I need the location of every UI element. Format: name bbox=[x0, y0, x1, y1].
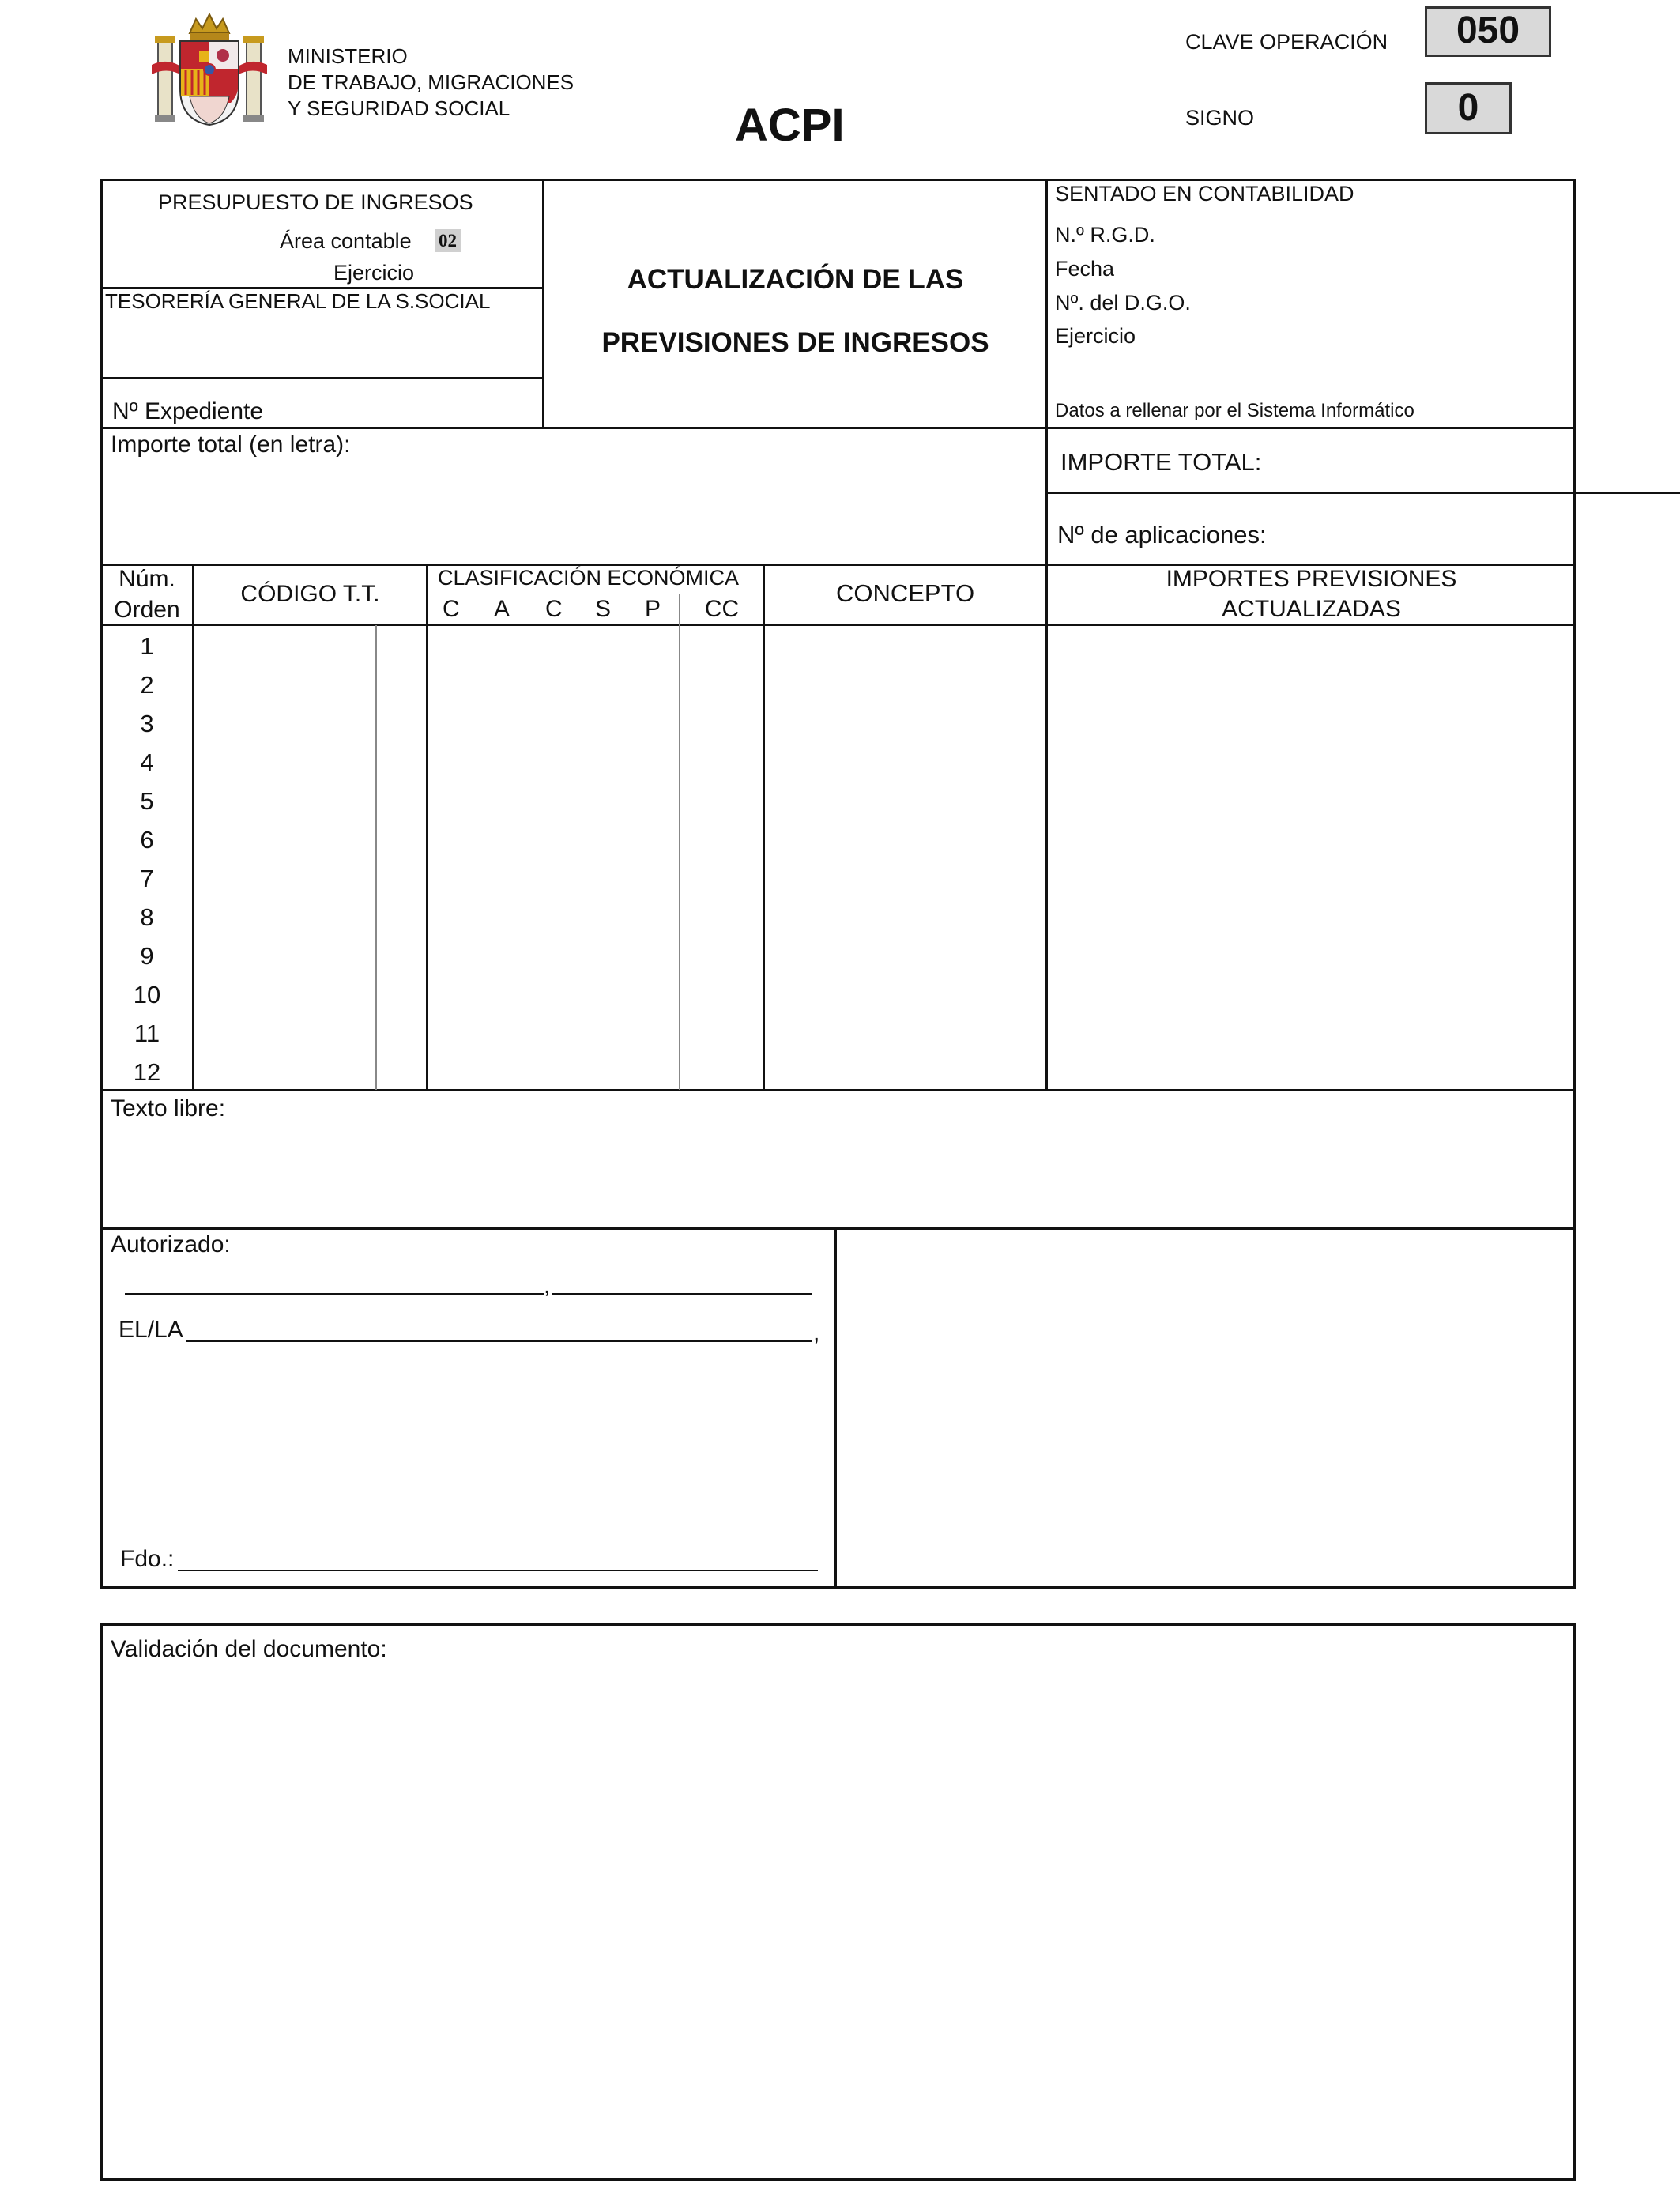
contabilidad-field-rgd: N.º R.G.D. bbox=[1055, 223, 1155, 247]
table-col-divider-3 bbox=[763, 564, 765, 1090]
row-number-11: 11 bbox=[134, 1020, 160, 1047]
row-number-9: 9 bbox=[140, 942, 154, 970]
signo-box bbox=[1425, 82, 1512, 134]
table-col-divider-2 bbox=[426, 564, 428, 1090]
sentado-contabilidad-heading: SENTADO EN CONTABILIDAD bbox=[1055, 182, 1354, 205]
importe-letra-label: Importe total (en letra): bbox=[111, 432, 351, 458]
row-number-2: 2 bbox=[140, 671, 154, 699]
row-number-12: 12 bbox=[133, 1058, 161, 1086]
clasif-subcol-p: P bbox=[645, 596, 661, 622]
col-header-importes-line-2: ACTUALIZADAS bbox=[1222, 596, 1401, 622]
contabilidad-field-ejercicio: Ejercicio bbox=[1055, 324, 1136, 348]
divider-v-left-top bbox=[542, 180, 544, 428]
row-number-3: 3 bbox=[140, 710, 154, 737]
fdo-label: Fdo.: bbox=[120, 1546, 175, 1572]
ministry-line-3: Y SEGURIDAD SOCIAL bbox=[288, 96, 510, 120]
clasif-subcol-c2: C bbox=[545, 596, 563, 622]
ejercicio-label: Ejercicio bbox=[333, 261, 415, 285]
el-la-line bbox=[186, 1340, 812, 1342]
col-header-clasificacion: CLASIFICACIÓN ECONÓMICA bbox=[438, 566, 740, 590]
divider-v-right-top bbox=[1045, 180, 1048, 564]
contabilidad-field-dgo: Nº. del D.G.O. bbox=[1055, 291, 1191, 315]
col-header-num-line-2: Orden bbox=[114, 597, 180, 623]
clave-operacion-label: CLAVE OPERACIÓN bbox=[1185, 30, 1388, 54]
col-header-concepto: CONCEPTO bbox=[835, 579, 975, 607]
autorizado-label: Autorizado: bbox=[111, 1231, 231, 1257]
sistema-informatico-note: Datos a rellenar por el Sistema Informático bbox=[1055, 400, 1414, 421]
validacion-frame bbox=[100, 1623, 1576, 2181]
texto-libre-label: Texto libre: bbox=[111, 1095, 226, 1122]
autorizado-comma: , bbox=[544, 1272, 551, 1299]
divider-h-table-header bbox=[102, 624, 1575, 626]
col-header-codigo: CÓDIGO T.T. bbox=[240, 581, 380, 607]
el-la-label: EL/LA bbox=[119, 1317, 183, 1343]
coat-of-arms-logo bbox=[152, 9, 267, 130]
contabilidad-field-fecha: Fecha bbox=[1055, 257, 1115, 281]
el-la-comma: , bbox=[813, 1320, 820, 1346]
clasif-subcol-c1: C bbox=[443, 596, 460, 622]
divider-h-texto-libre bbox=[102, 1227, 1575, 1230]
row-number-1: 1 bbox=[140, 632, 154, 660]
document-title-line-1: ACTUALIZACIÓN DE LAS bbox=[627, 264, 964, 295]
row-number-8: 8 bbox=[140, 903, 154, 931]
row-number-4: 4 bbox=[140, 748, 154, 776]
divider-h-tesoreria bbox=[102, 377, 543, 379]
table-col-subdivider-cc bbox=[679, 594, 680, 1090]
signo-value: 0 bbox=[1457, 87, 1479, 129]
expediente-label: Nº Expediente bbox=[112, 398, 264, 424]
clave-operacion-value: 050 bbox=[1456, 9, 1520, 51]
table-col-divider-1 bbox=[192, 564, 194, 1090]
divider-v-autorizado bbox=[834, 1228, 837, 1588]
ministry-line-2: DE TRABAJO, MIGRACIONES bbox=[288, 70, 574, 94]
divider-h-top-section bbox=[102, 427, 1575, 429]
area-contable-label: Área contable bbox=[280, 229, 412, 253]
form-code: ACPI bbox=[735, 100, 845, 151]
row-number-7: 7 bbox=[140, 865, 154, 892]
ministry-line-1: MINISTERIO bbox=[288, 44, 408, 68]
row-number-6: 6 bbox=[140, 826, 154, 854]
aplicaciones-label: Nº de aplicaciones: bbox=[1057, 521, 1267, 548]
col-header-importes-line-1: IMPORTES PREVISIONES bbox=[1166, 566, 1457, 592]
col-header-num-line-1: Núm. bbox=[119, 566, 175, 592]
signo-label: SIGNO bbox=[1185, 106, 1255, 130]
tesoreria-label: TESORERÍA GENERAL DE LA S.SOCIAL bbox=[105, 289, 491, 313]
importe-total-label: IMPORTE TOTAL: bbox=[1060, 448, 1262, 476]
clasif-subcol-s: S bbox=[595, 596, 612, 622]
row-number-5: 5 bbox=[140, 787, 154, 815]
document-title-line-2: PREVISIONES DE INGRESOS bbox=[601, 327, 989, 358]
presupuesto-ingresos-label: PRESUPUESTO DE INGRESOS bbox=[158, 190, 473, 214]
clasif-subcol-a: A bbox=[494, 596, 510, 622]
row-number-10: 10 bbox=[133, 981, 161, 1008]
clasif-subcol-cc: CC bbox=[704, 596, 740, 622]
table-col-subdivider-codigo bbox=[375, 625, 377, 1090]
area-contable-value: 02 bbox=[435, 229, 461, 252]
autorizado-date-line bbox=[552, 1293, 812, 1295]
divider-h-table-bottom bbox=[102, 1089, 1575, 1091]
clave-operacion-box bbox=[1425, 6, 1551, 57]
validacion-label: Validación del documento: bbox=[111, 1636, 387, 1662]
fdo-signature-line bbox=[178, 1570, 818, 1571]
table-col-divider-4 bbox=[1045, 564, 1048, 1090]
autorizado-place-line bbox=[125, 1293, 544, 1295]
divider-h-importe-total bbox=[1046, 492, 1680, 494]
main-form-frame bbox=[100, 179, 1576, 1589]
